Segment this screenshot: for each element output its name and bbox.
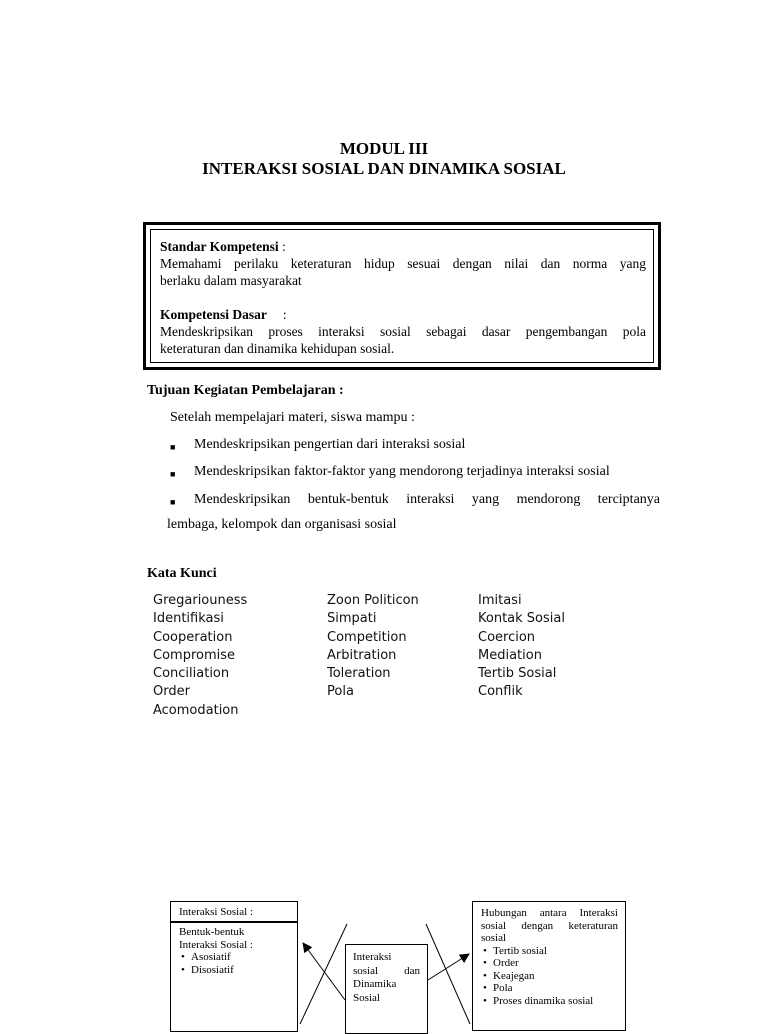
diagram-center-line2: sosial dan — [353, 964, 420, 977]
diagram-right-item: • Tertib sosial — [481, 945, 618, 958]
keyword: Kontak Sosial — [478, 611, 565, 627]
objective-item-3-text: Mendeskripsikan bentuk-bentuk interaksi yang mendorong terciptanya — [194, 492, 660, 507]
keyword: Conciliation — [153, 666, 230, 682]
standar-text-line1: Memahami perilaku keteraturan hidup sesuai dengan nilai dan norma yang — [160, 256, 646, 271]
arrow-to-left-box — [303, 943, 345, 1000]
diagram-right-title-line1: Hubungan antara Interaksi — [481, 907, 618, 919]
objective-item-2-text: Mendeskripsikan faktor-faktor yang mendorong terjadinya interaksi sosial — [194, 464, 610, 479]
diagram-left-item: • Asosiatif — [179, 951, 297, 964]
diagram-left-title: Interaksi Sosial : — [179, 906, 253, 918]
diagram-center-line4: Sosial — [353, 991, 380, 1004]
diagram-left-sub-line1: Bentuk-bentuk — [179, 926, 245, 938]
keyword: Competition — [327, 629, 407, 645]
diagram-left-sub-line2: Interaksi Sosial : — [179, 938, 253, 951]
keyword: Acomodation — [153, 702, 239, 718]
keyword: Identifikasi — [153, 611, 224, 627]
keyword: Cooperation — [153, 629, 233, 645]
keyword: Toleration — [327, 666, 391, 682]
dasar-text-line1: Mendeskripsikan proses interaksi sosial sebagai dasar pengembangan pola — [160, 324, 646, 339]
standar-label: Standar Kompetensi — [160, 239, 279, 254]
keyword: Tertib Sosial — [478, 666, 557, 682]
diagram-right-item: • Pola — [481, 982, 618, 995]
diagram-right-item: • Keajegan — [481, 970, 618, 983]
diagram-center-box — [345, 944, 428, 1034]
diagram-left-title-box — [170, 901, 298, 922]
keyword: Simpati — [327, 611, 377, 627]
diagram-right-item: • Order — [481, 957, 618, 970]
keyword: Zoon Politicon — [327, 593, 419, 608]
keyword: Arbitration — [327, 647, 397, 663]
keyword: Pola — [327, 684, 354, 700]
diagram-right-box — [472, 901, 626, 1031]
connector-line — [300, 924, 347, 1024]
keyword: Conflik — [478, 684, 523, 700]
keywords-heading: Kata Kunci — [147, 566, 217, 581]
keyword: Coercion — [478, 629, 536, 645]
diagram-right-list — [481, 945, 618, 1008]
diagram-left-box — [170, 922, 298, 1032]
standar-text-line2: berlaku dalam masyarakat — [160, 273, 302, 288]
module-title: INTERAKSI SOSIAL DAN DINAMIKA SOSIAL — [202, 159, 566, 178]
bullet-icon: ■ — [170, 497, 176, 507]
objective-item-1-text: Mendeskripsikan pengertian dari interaksi sosial — [194, 437, 466, 452]
keyword: Imitasi — [478, 593, 522, 608]
keyword: Compromise — [153, 647, 236, 663]
diagram-left-item: • Disosiatif — [179, 964, 297, 977]
connector-line — [426, 924, 470, 1024]
bullet-icon: ■ — [170, 442, 176, 452]
diagram-right-title-line3: sosial — [481, 932, 507, 944]
objectives-intro: Setelah mempelajari materi, siswa mampu : — [170, 410, 415, 425]
diagram-center-line1: Interaksi — [353, 951, 392, 963]
diagram-left-list — [179, 951, 297, 976]
keyword: Mediation — [478, 647, 542, 663]
diagram-center-line3: Dinamika — [353, 978, 397, 990]
dasar-text-line2: keteraturan dan dinamika kehidupan sosial. — [160, 341, 395, 356]
keyword: Gregariouness — [153, 593, 248, 608]
diagram-right-item: • Proses dinamika sosial — [481, 995, 618, 1008]
diagram-right-title-line2: sosial dengan keteraturan — [481, 919, 618, 932]
objectives-heading: Tujuan Kegiatan Pembelajaran : — [147, 383, 344, 398]
standar-colon: : — [278, 239, 286, 254]
dasar-colon: : — [282, 307, 287, 322]
module-number: MODUL III — [339, 139, 429, 158]
dasar-label: Kompetensi Dasar — [160, 307, 267, 322]
keyword: Order — [153, 684, 190, 700]
bullet-icon: ■ — [170, 469, 176, 479]
objective-item-3-continuation: lembaga, kelompok dan organisasi sosial — [167, 517, 397, 532]
